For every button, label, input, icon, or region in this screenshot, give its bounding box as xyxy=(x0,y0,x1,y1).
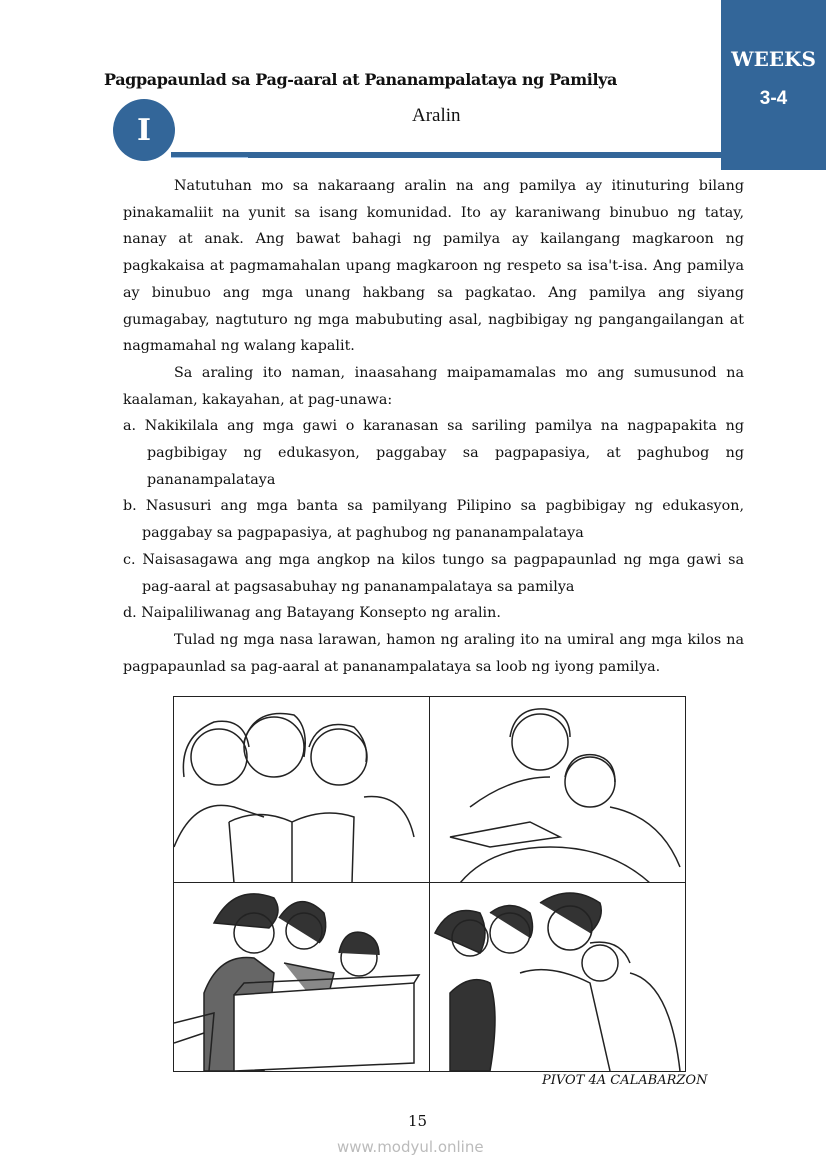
lesson-body xyxy=(123,173,744,680)
intro-paragraph: Natutuhan mo sa nakaraang aralin na ang pamilya ay itinuturing bilang pinakamaliit na yunit sa isang komunidad. Ito ay karaniwang binubuo ng tatay, nanay at anak. Ang bawat bahagi ng pamilya ay kailangang magkaroon ng pagkakaisa at pagmamahalan upang magkaroon ng respeto sa isa't-isa. Ang pamilya ay binubuo ang mga unang hakbang sa pagkatao. Ang pamilya ang siyang gumagabay, nagtuturo ng mga mabubuting asal, nagbibigay ng pangangailangan at nagmamahal ng walang kapalit. xyxy=(123,178,744,355)
illustration-family-praying xyxy=(173,882,431,1072)
weeks-badge xyxy=(721,0,826,170)
illustration-family-reading xyxy=(173,696,431,884)
closing-paragraph: Tulad ng mga nasa larawan, hamon ng araling ito na umiral ang mga kilos na pagpapaunlad sa pag-aaral at pananampalataya sa loob ng iyong pamilya. xyxy=(123,631,744,675)
header-rule xyxy=(171,152,721,158)
page-title: Pagpapaunlad sa Pag-aaral at Pananampalataya ng Pamilya xyxy=(104,70,617,89)
objective-d: d. Naipaliliwanag ang Batayang Konsepto ng aralin. xyxy=(123,605,501,622)
illustration-family-together xyxy=(429,882,686,1072)
objectives-intro: Sa araling ito naman, inaasahang maipamamalas mo ang sumusunod na kaalaman, kakayahan, at pag-unawa: xyxy=(123,364,744,408)
watermark: www.modyul.online xyxy=(337,1138,484,1156)
image-credit: PIVOT 4A CALABARZON xyxy=(542,1073,708,1088)
section-heading: Aralin xyxy=(412,105,461,126)
illustration-parent-helping-child xyxy=(429,696,686,884)
objective-a: a. Nakikilala ang mga gawi o karanasan sa sariling pamilya na nagpapakita ng pagbibigay ng edukasyon, paggabay sa pagpapasiya, at paghubog ng pananampalataya xyxy=(123,418,744,488)
page-number: 15 xyxy=(408,1112,428,1130)
objective-b: b. Nasusuri ang mga banta sa pamilyang Pilipino sa pagbibigay ng edukasyon, paggabay sa pagpapasiya, at paghubog ng pananampalataya xyxy=(123,498,744,542)
weeks-range: 3-4 xyxy=(759,88,788,109)
objective-c: c. Naisasagawa ang mga angkop na kilos tungo sa pagpapaunlad ng mga gawi sa pag-aaral at pagsasabuhay ng pananampalataya sa pamilya xyxy=(123,551,744,595)
section-letter-badge: I xyxy=(113,99,175,161)
illustration-grid xyxy=(173,696,685,1070)
weeks-label: WEEKS xyxy=(731,47,816,71)
